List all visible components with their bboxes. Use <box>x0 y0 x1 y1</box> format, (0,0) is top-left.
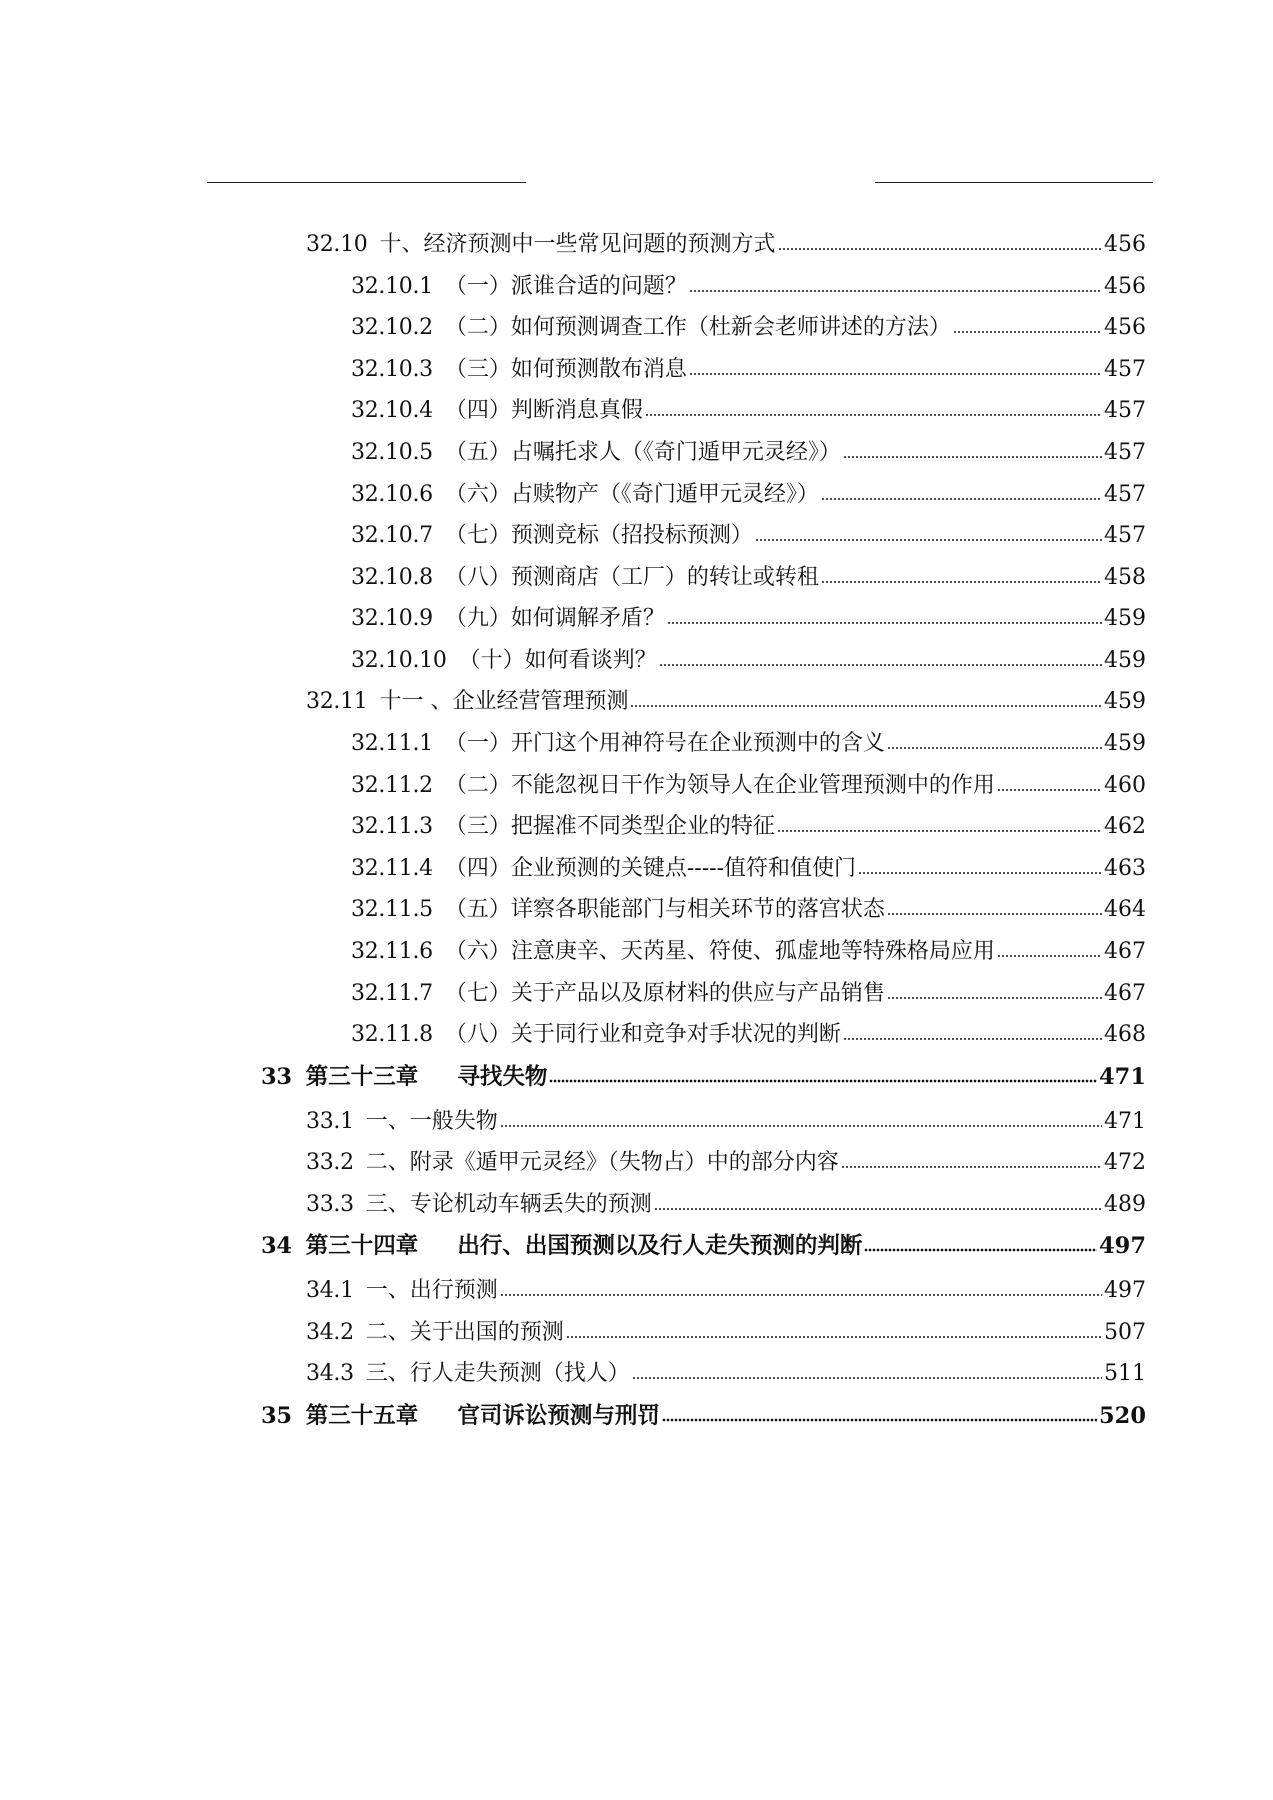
toc-entry-page-number: 467 <box>1104 981 1146 1006</box>
toc-entry-title: （十）如何看谈判？ <box>458 648 657 673</box>
toc-entry-number: 32.11.6 <box>351 939 433 964</box>
toc-entry-title: （四）企业预测的关键点-----值符和值使门 <box>444 856 857 881</box>
toc-entry-number: 32.10.1 <box>351 274 433 299</box>
toc-entry-number: 33.3 <box>306 1192 354 1217</box>
dot-leader <box>667 620 1102 626</box>
toc-entry-title: 第三十五章 官司诉讼预测与刑罚 <box>305 1403 660 1429</box>
toc-entry-number: 35 <box>261 1403 292 1429</box>
toc-entry-page-number: 464 <box>1104 897 1146 922</box>
toc-entry-number: 32.10.3 <box>351 357 433 382</box>
toc-entry[interactable] <box>306 1144 1146 1178</box>
toc-entry-title: （四）判断消息真假 <box>444 398 643 423</box>
toc-entry-title: 二、关于出国的预测 <box>365 1320 564 1345</box>
toc-entry-page-number: 456 <box>1104 274 1146 299</box>
toc-entry-title: （二）不能忽视日干作为领导人在企业管理预测中的作用 <box>444 773 995 798</box>
toc-entry-title: （七）关于产品以及原材料的供应与产品销售 <box>444 981 885 1006</box>
toc-entry-title: （六）注意庚辛、天芮星、符使、孤虚地等特殊格局应用 <box>444 939 995 964</box>
toc-entry-page-number: 457 <box>1104 523 1146 548</box>
toc-entry-page-number: 489 <box>1104 1192 1146 1217</box>
toc-entry-number: 34.2 <box>306 1320 354 1345</box>
toc-chapter-entry[interactable] <box>261 1058 1146 1092</box>
toc-entry[interactable] <box>351 808 1146 842</box>
toc-entry[interactable] <box>351 767 1146 801</box>
toc-entry-page-number: 468 <box>1104 1022 1146 1047</box>
toc-entry[interactable] <box>351 434 1146 468</box>
toc-entry[interactable] <box>351 392 1146 426</box>
toc-entry-number: 34 <box>261 1233 292 1259</box>
toc-entry[interactable] <box>351 725 1146 759</box>
dot-leader <box>659 662 1102 668</box>
header-rule-right <box>875 182 1153 183</box>
toc-entry-page-number: 497 <box>1099 1233 1146 1259</box>
toc-entry-page-number: 459 <box>1104 689 1146 714</box>
toc-entry-number: 32.11.7 <box>351 981 433 1006</box>
toc-entry-title: 三、行人走失预测（找人） <box>365 1361 630 1386</box>
toc-entry[interactable] <box>351 476 1146 510</box>
toc-entry-title: （三）如何预测散布消息 <box>444 357 687 382</box>
toc-entry-number: 32.10.9 <box>351 606 433 631</box>
toc-entry-title: 第三十四章 出行、出国预测以及行人走失预测的判断 <box>305 1233 863 1259</box>
toc-entry-page-number: 459 <box>1104 731 1146 756</box>
toc-entry-number: 33.1 <box>306 1109 354 1134</box>
toc-entry[interactable] <box>306 1272 1146 1306</box>
dot-leader <box>887 995 1102 1001</box>
toc-entry[interactable] <box>306 1186 1146 1220</box>
dot-leader <box>864 1247 1097 1253</box>
dot-leader <box>645 412 1102 418</box>
toc-entry-page-number: 463 <box>1104 856 1146 881</box>
toc-entry[interactable] <box>351 268 1146 302</box>
toc-entry-page-number: 457 <box>1104 440 1146 465</box>
toc-entry-title: （八）关于同行业和竞争对手状况的判断 <box>444 1022 841 1047</box>
toc-entry-page-number: 507 <box>1104 1320 1146 1345</box>
dot-leader <box>843 454 1102 460</box>
toc-entry-number: 32.11.4 <box>351 856 433 881</box>
toc-entry-number: 32.10.4 <box>351 398 433 423</box>
toc-entry[interactable] <box>351 559 1146 593</box>
header-rule-left <box>207 182 526 183</box>
toc-entry-number: 32.11.3 <box>351 814 433 839</box>
dot-leader <box>654 1206 1102 1212</box>
toc-entry-number: 32.10.6 <box>351 482 433 507</box>
toc-entry-title: （八）预测商店（工厂）的转让或转租 <box>444 565 819 590</box>
toc-entry-title: 十、经济预测中一些常见问题的预测方式 <box>379 232 776 257</box>
toc-entry[interactable] <box>351 600 1146 634</box>
toc-entry-number: 32.10.8 <box>351 565 433 590</box>
toc-entry-number: 32.11.8 <box>351 1022 433 1047</box>
toc-entry-page-number: 471 <box>1104 1109 1146 1134</box>
dot-leader <box>549 1078 1097 1084</box>
toc-entry-title: （三）把握准不同类型企业的特征 <box>444 814 775 839</box>
toc-entry-page-number: 511 <box>1104 1361 1146 1386</box>
toc-entry[interactable] <box>351 1016 1146 1050</box>
toc-entry-number: 32.10 <box>306 232 368 257</box>
dot-leader <box>777 828 1102 834</box>
toc-entry-number: 32.11.1 <box>351 731 433 756</box>
toc-entry-title: （六）占赎物产（《奇门遁甲元灵经》） <box>444 482 819 507</box>
dot-leader <box>843 1036 1102 1042</box>
dot-leader <box>630 703 1102 709</box>
toc-entry-title: （五）占嘱托求人（《奇门遁甲元灵经》） <box>444 440 841 465</box>
toc-entry-page-number: 459 <box>1104 648 1146 673</box>
dot-leader <box>997 953 1102 959</box>
toc-entry-title: （五）详察各职能部门与相关环节的落宫状态 <box>444 897 885 922</box>
toc-entry-page-number: 456 <box>1104 315 1146 340</box>
toc-entry-title: （九）如何调解矛盾？ <box>444 606 665 631</box>
toc-entry[interactable] <box>351 891 1146 925</box>
dot-leader <box>689 288 1102 294</box>
toc-entry-title: （七）预测竞标（招投标预测） <box>444 523 753 548</box>
toc-entry-page-number: 520 <box>1099 1403 1146 1429</box>
dot-leader <box>821 496 1102 502</box>
toc-entry-page-number: 472 <box>1104 1150 1146 1175</box>
dot-leader <box>821 579 1102 585</box>
dot-leader <box>887 745 1102 751</box>
toc-entry-title: （一）派谁合适的问题？ <box>444 274 687 299</box>
toc-entry[interactable] <box>351 309 1146 343</box>
dot-leader <box>500 1123 1102 1129</box>
toc-entry[interactable] <box>351 642 1146 676</box>
toc-entry-page-number: 467 <box>1104 939 1146 964</box>
toc-entry-page-number: 457 <box>1104 357 1146 382</box>
toc-entry-title: （二）如何预测调查工作（杜新会老师讲述的方法） <box>444 315 951 340</box>
toc-entry[interactable] <box>351 933 1146 967</box>
toc-entry[interactable] <box>306 226 1146 260</box>
dot-leader <box>997 787 1102 793</box>
dot-leader <box>858 870 1102 876</box>
toc-entry[interactable] <box>306 1103 1146 1137</box>
toc-entry-number: 32.11.2 <box>351 773 433 798</box>
toc-entry-title: 三、专论机动车辆丢失的预测 <box>365 1192 652 1217</box>
toc-entry-page-number: 471 <box>1099 1064 1146 1090</box>
toc-entry-number: 32.10.10 <box>351 648 447 673</box>
dot-leader <box>662 1417 1097 1423</box>
toc-entry-page-number: 456 <box>1104 232 1146 257</box>
dot-leader <box>778 246 1103 252</box>
toc-chapter-entry[interactable] <box>261 1397 1146 1431</box>
dot-leader <box>632 1375 1102 1381</box>
toc-entry[interactable] <box>306 1355 1146 1389</box>
toc-entry-number: 32.11.5 <box>351 897 433 922</box>
toc-entry-page-number: 497 <box>1104 1278 1146 1303</box>
toc-entry-page-number: 462 <box>1104 814 1146 839</box>
toc-entry-number: 34.3 <box>306 1361 354 1386</box>
toc-entry-page-number: 457 <box>1104 482 1146 507</box>
toc-entry-title: 一、一般失物 <box>365 1109 498 1134</box>
toc-entry-page-number: 458 <box>1104 565 1146 590</box>
toc-entry[interactable] <box>306 683 1146 717</box>
toc-entry-title: （一）开门这个用神符号在企业预测中的含义 <box>444 731 885 756</box>
dot-leader <box>500 1292 1102 1298</box>
toc-entry-number: 33.2 <box>306 1150 354 1175</box>
dot-leader <box>566 1334 1102 1340</box>
toc-entry-number: 34.1 <box>306 1278 354 1303</box>
dot-leader <box>953 329 1102 335</box>
dot-leader <box>755 537 1102 543</box>
toc-entry-number: 32.11 <box>306 689 368 714</box>
dot-leader <box>887 911 1102 917</box>
toc-entry-number: 32.10.7 <box>351 523 433 548</box>
toc-entry-page-number: 459 <box>1104 606 1146 631</box>
toc-entry[interactable] <box>351 517 1146 551</box>
dot-leader <box>689 371 1102 377</box>
toc-entry-title: 十一 、企业经营管理预测 <box>379 689 629 714</box>
toc-entry[interactable] <box>351 351 1146 385</box>
toc-entry[interactable] <box>306 1314 1146 1348</box>
toc-entry[interactable] <box>351 975 1146 1009</box>
toc-entry-page-number: 460 <box>1104 773 1146 798</box>
toc-entry-page-number: 457 <box>1104 398 1146 423</box>
toc-entry-number: 32.10.2 <box>351 315 433 340</box>
toc-entry-title: 二、附录《遁甲元灵经》（失物占）中的部分内容 <box>365 1150 839 1175</box>
toc-entry-title: 一、出行预测 <box>365 1278 498 1303</box>
dot-leader <box>841 1164 1102 1170</box>
toc-entry-title: 第三十三章 寻找失物 <box>305 1064 548 1090</box>
toc-chapter-entry[interactable] <box>261 1227 1146 1261</box>
toc-entry-number: 32.10.5 <box>351 440 433 465</box>
toc-entry[interactable] <box>351 850 1146 884</box>
toc-entry-number: 33 <box>261 1064 292 1090</box>
